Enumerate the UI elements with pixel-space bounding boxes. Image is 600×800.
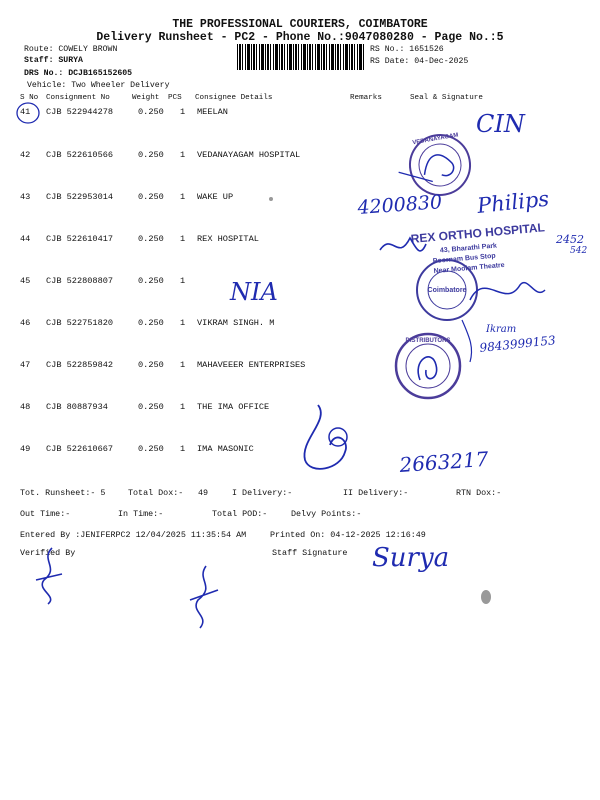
delvy-points: Delvy Points:- — [291, 509, 362, 519]
handwritten-2452: 2452 — [556, 233, 584, 246]
stamp-rex-addr2: Poornam Bus Stop — [432, 252, 496, 266]
row-weight: 0.250 — [138, 360, 164, 370]
row-consignee: VEDANAYAGAM HOSPITAL — [197, 150, 301, 160]
handwritten-staff-signature: Surya — [372, 543, 450, 573]
row-weight: 0.250 — [138, 444, 164, 454]
row-sno: 44 — [20, 234, 31, 244]
total-dox-value: 49 — [198, 488, 209, 498]
row-weight: 0.250 — [138, 234, 164, 244]
row-pcs: 1 — [180, 150, 186, 160]
handwritten-cin: CIN — [476, 110, 525, 138]
handwritten-ikram: Ikram — [486, 324, 517, 335]
row-sno: 47 — [20, 360, 31, 370]
row-sno: 46 — [20, 318, 31, 328]
in-time: In Time:- — [118, 509, 164, 519]
ink-dot — [269, 197, 273, 201]
row-weight: 0.250 — [138, 402, 164, 412]
row-weight: 0.250 — [138, 318, 164, 328]
row-sno: 41 — [20, 107, 31, 117]
row-sno: 43 — [20, 192, 31, 202]
ink-smudge — [481, 590, 491, 604]
row-consignment: CJB 80887934 — [46, 402, 108, 412]
handwritten-philips: Philips — [476, 186, 551, 218]
verified-by: Verified By — [20, 548, 76, 558]
stamp-distributors: DISTRIBUTORS — [405, 338, 451, 344]
entered-by: Entered By :JENIFERPC2 12/04/2025 11:35:54 AM — [20, 530, 247, 540]
handwritten-542: 542 — [570, 246, 588, 256]
col-pcs: PCS — [168, 94, 182, 102]
vehicle-label: Vehicle: Two Wheeler Delivery — [27, 81, 170, 90]
company-title: THE PROFESSIONAL COURIERS, COIMBATORE — [172, 18, 428, 31]
circle-mark — [17, 103, 39, 123]
stamp-rex-addr3: Near Moolam Theatre — [433, 261, 505, 276]
ii-delivery: II Delivery:- — [343, 488, 409, 498]
row-consignment: CJB 522944278 — [46, 107, 114, 117]
tot-runsheet: Tot. Runsheet:- 5 — [20, 488, 106, 498]
row-consignee: MEELAN — [197, 107, 228, 117]
handwritten-nia: NIA — [230, 278, 278, 306]
total-dox-label: Total Dox:- — [128, 488, 184, 498]
stamp-city: Coimbatore — [427, 287, 467, 294]
row-pcs: 1 — [180, 234, 186, 244]
row-pcs: 1 — [180, 402, 186, 412]
row-pcs: 1 — [180, 276, 186, 286]
row-sno: 45 — [20, 276, 31, 286]
row-pcs: 1 — [180, 444, 186, 454]
row-sno: 49 — [20, 444, 31, 454]
rex-hospital-stamp — [410, 220, 548, 277]
stamp-inner-ring — [406, 344, 450, 388]
stamp-top-text: VEDANAYAGAM — [412, 132, 459, 147]
row-weight: 0.250 — [138, 150, 164, 160]
row-weight: 0.250 — [138, 276, 164, 286]
total-pod: Total POD:- — [212, 509, 268, 519]
printed-on: Printed On: 04-12-2025 12:16:49 — [270, 530, 426, 540]
verifier-signature — [36, 548, 62, 604]
rs-date: RS Date: 04-Dec-2025 — [370, 57, 469, 66]
row-consignee: REX HOSPITAL — [197, 234, 259, 244]
second-signature — [190, 566, 218, 628]
rs-number: RS No.: 1651526 — [370, 45, 444, 54]
row-pcs: 1 — [180, 192, 186, 202]
row-consignee: MAHAVEEER ENTERPRISES — [197, 360, 306, 370]
row-consignee: IMA MASONIC — [197, 444, 254, 454]
row-consignment: CJB 522610667 — [46, 444, 114, 454]
row-sno: 48 — [20, 402, 31, 412]
i-delivery: I Delivery:- — [232, 488, 293, 498]
col-seal: Seal & Signature — [410, 94, 483, 102]
col-remarks: Remarks — [350, 94, 382, 102]
rtn-dox: RTN Dox:- — [456, 488, 502, 498]
row-consignee: WAKE UP — [197, 192, 234, 202]
drs-number: DRS No.: DCJB165152605 — [24, 69, 133, 78]
mahaveer-stamp — [396, 334, 460, 398]
row-consignment: CJB 522953014 — [46, 192, 114, 202]
row-pcs: 1 — [180, 107, 186, 117]
row-sno: 42 — [20, 150, 31, 160]
handwritten-phone: 9843999153 — [478, 333, 557, 355]
col-consignment: Consignment No — [46, 94, 110, 102]
stamp-inner-ring — [416, 141, 465, 190]
row-consignee: THE IMA OFFICE — [197, 402, 270, 412]
row-consignment: CJB 522751820 — [46, 318, 114, 328]
row-weight: 0.250 — [138, 192, 164, 202]
row-weight: 0.250 — [138, 107, 164, 117]
stamp-rex-title: REX ORTHO HOSPITAL — [410, 220, 546, 246]
row-consignment: CJB 522859842 — [46, 360, 114, 370]
col-sno: S No — [20, 94, 39, 102]
row-consignment: CJB 522610417 — [46, 234, 114, 244]
col-weight: Weight — [132, 94, 160, 102]
row-consignee: VIKRAM SINGH. M — [197, 318, 275, 328]
runsheet-subtitle: Delivery Runsheet - PC2 - Phone No.:9047080280 - Page No.:5 — [96, 31, 504, 44]
route-label: Route: COWELY BROWN — [24, 45, 118, 54]
out-time: Out Time:- — [20, 509, 71, 519]
signature-ima-office — [304, 405, 347, 469]
stamp-rex-addr1: 43, Bharathi Park — [439, 242, 498, 255]
handwritten-number-1: 4200830 — [356, 191, 443, 219]
col-consignee: Consignee Details — [195, 94, 273, 102]
staff-label: Staff: SURYA — [24, 56, 83, 65]
row-pcs: 1 — [180, 360, 186, 370]
row-consignment: CJB 522808807 — [46, 276, 114, 286]
row-consignment: CJB 522610566 — [46, 150, 114, 160]
row-pcs: 1 — [180, 318, 186, 328]
handwritten-number-2: 2663217 — [398, 446, 490, 477]
staff-signature-label: Staff Signature — [272, 548, 348, 558]
